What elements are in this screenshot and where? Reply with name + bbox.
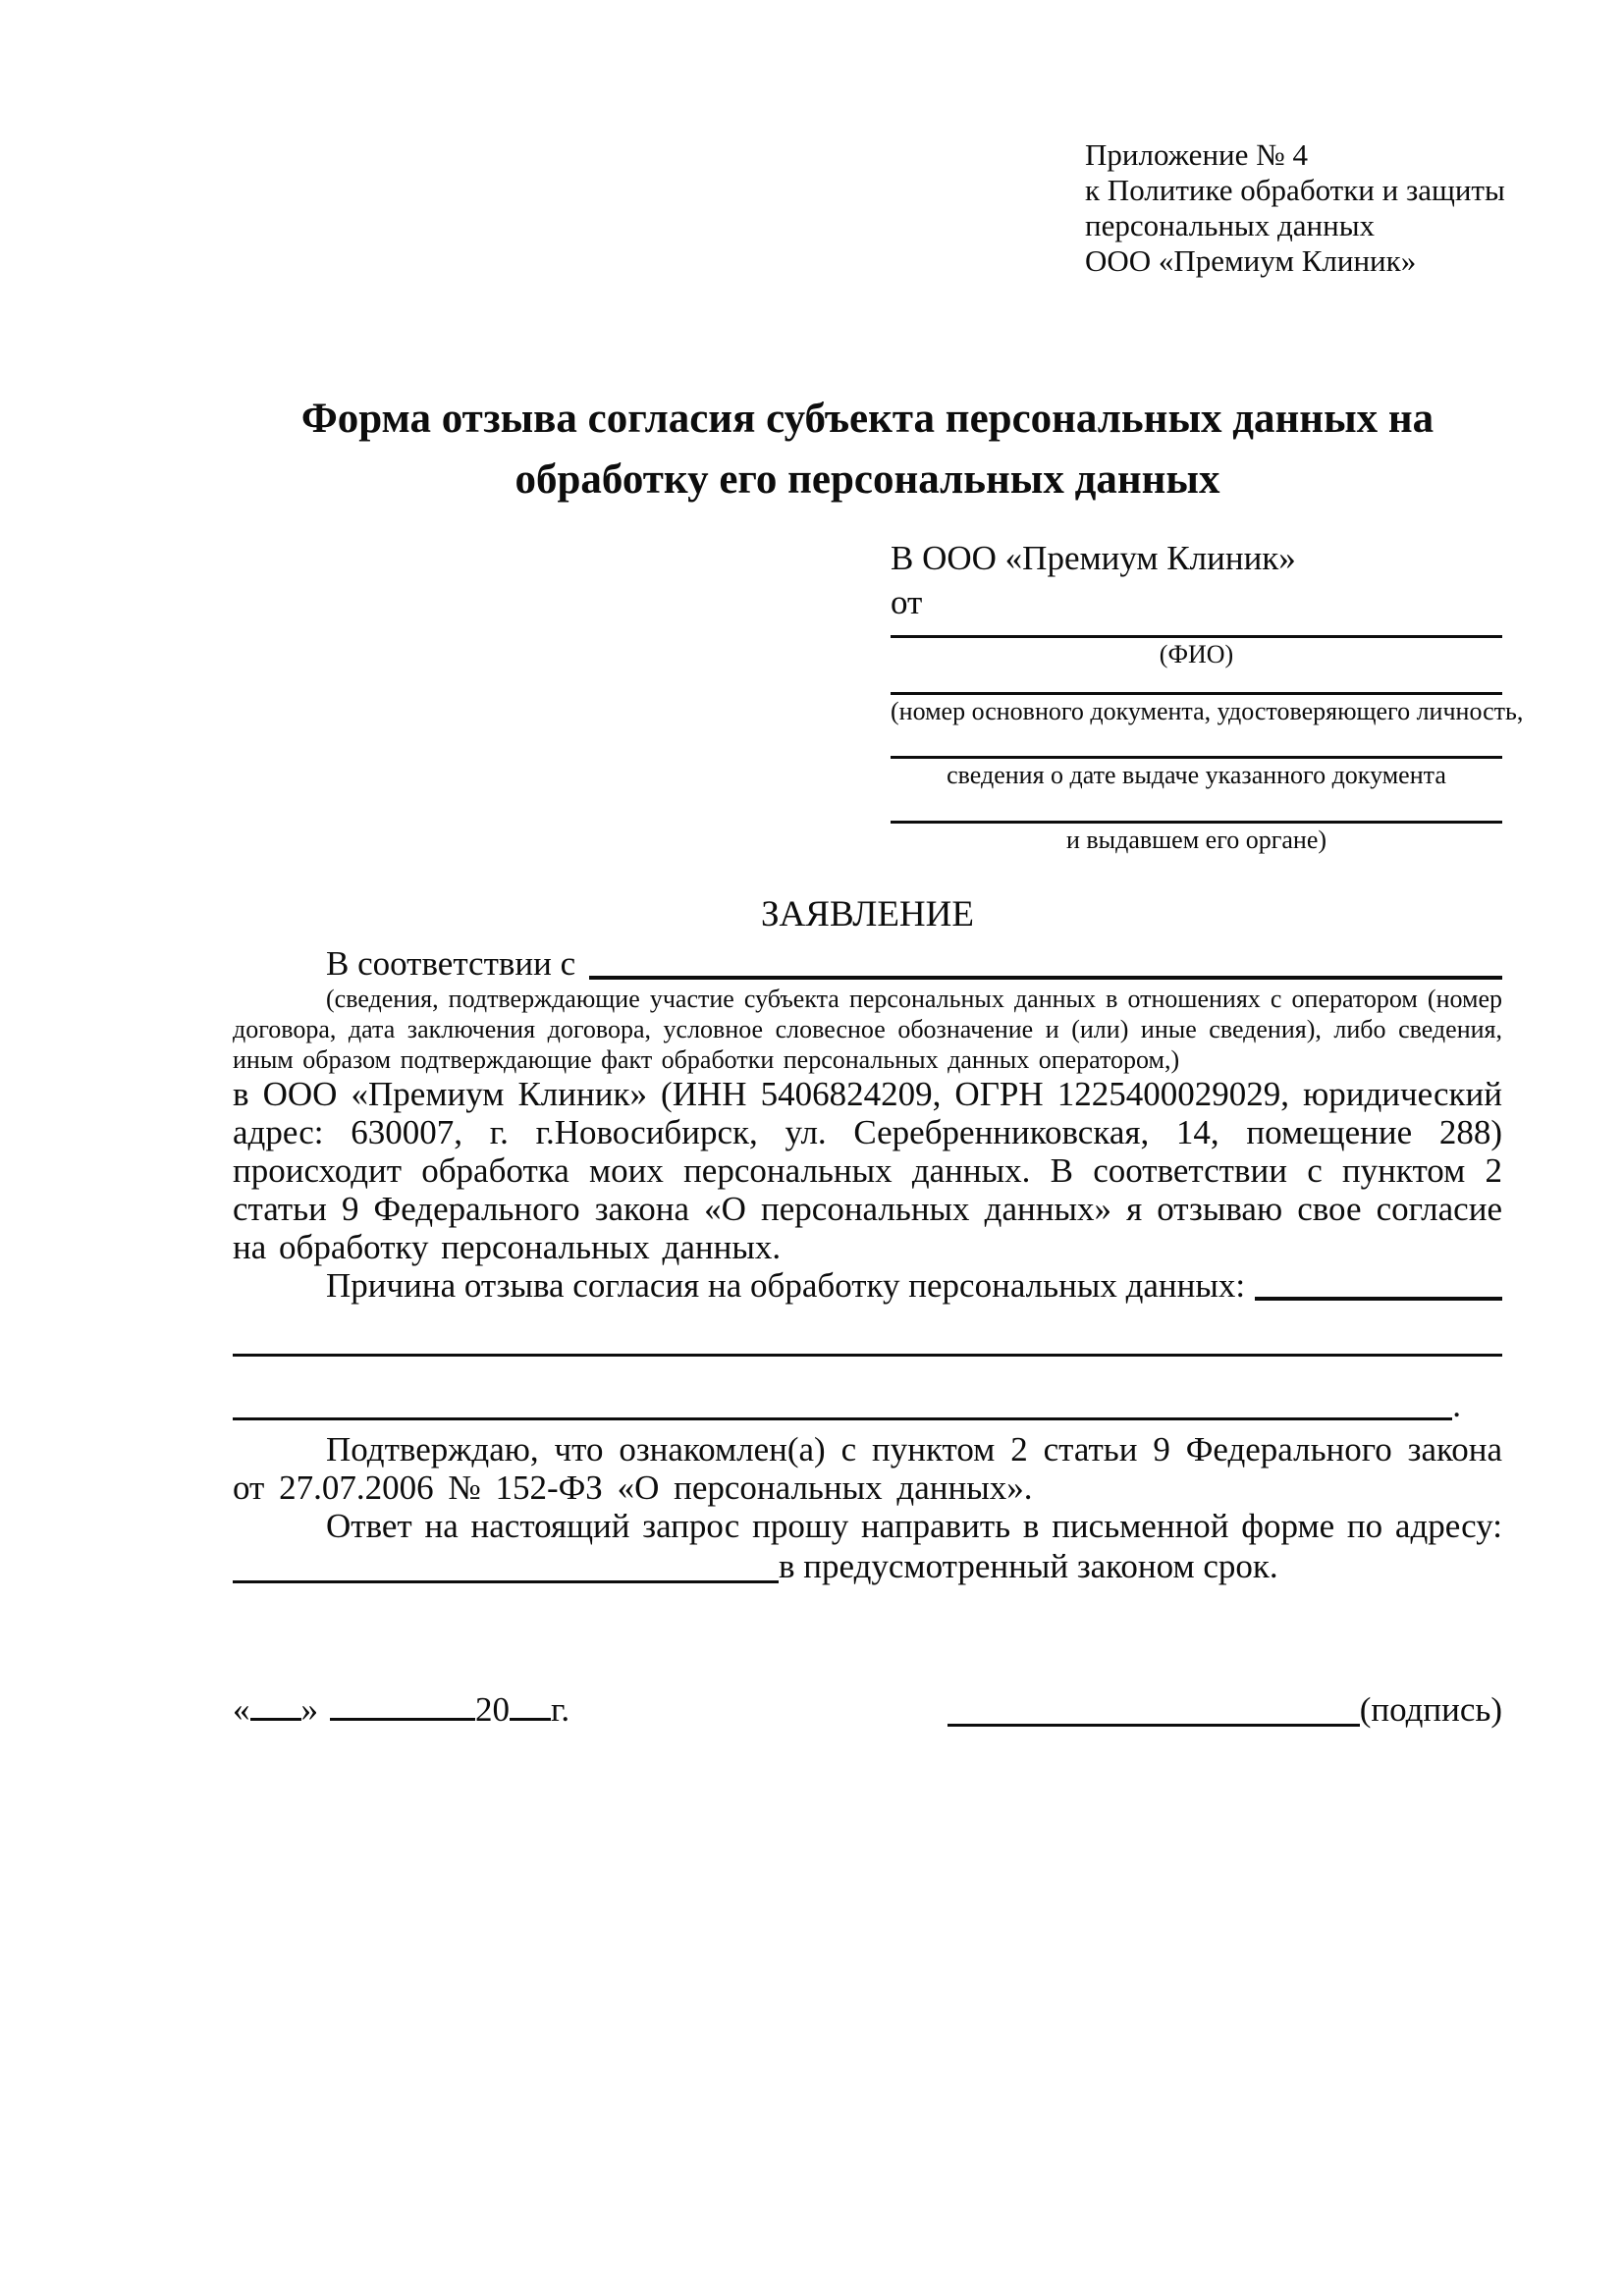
issue-date-caption: сведения о дате выдаче указанного документа <box>947 761 1446 789</box>
signature-field <box>947 1689 1502 1731</box>
reason-blank-line-3-row <box>233 1386 1502 1424</box>
reason-blank-line <box>1255 1297 1502 1301</box>
reason-label: Причина отзыва согласия на обработку персональных данных: <box>326 1266 1246 1305</box>
appendix-note <box>1085 137 1505 279</box>
date-quote-close: » <box>300 1690 318 1729</box>
appendix-note-line: Приложение № 4 <box>1085 137 1308 172</box>
recipient-from-label: от <box>891 583 923 621</box>
appendix-note-line: ООО «Премиум Клиник» <box>1085 243 1417 278</box>
date-year-blank <box>510 1713 551 1721</box>
basis-blank-line <box>589 976 1502 980</box>
recipient-block <box>891 536 1524 856</box>
body-paragraph: в ООО «Премиум Клиник» (ИНН 5406824209, ОГРН 1225400029029, юридический адрес: 630007, г. г.Новосибирск, ул. Серебренниковская, 14, помещение 288) происходит обработка моих персональных данных. В соответствии с пунктом 2 статьи 9 Федерального закона «О персональных данных» я отзываю свое согласие на обработку персональных данных. <box>233 1075 1502 1266</box>
signature-caption: (подпись) <box>1359 1690 1502 1729</box>
reply-address-blank-line <box>233 1580 779 1583</box>
date-quote-open: « <box>233 1690 250 1729</box>
document-number-blank-line <box>891 670 1502 695</box>
basis-row <box>233 944 1502 984</box>
reason-blank-line-2 <box>233 1354 1502 1357</box>
document-number-caption: (номер основного документа, удостоверяющего личность, <box>891 697 1524 725</box>
basis-label: В соответствии с <box>326 944 576 983</box>
date-month-blank <box>330 1713 475 1721</box>
confirmation-paragraph: Подтверждаю, что ознакомлен(а) с пунктом 2 статьи 9 Федерального закона от 27.07.2006 № 152-ФЗ «О персональных данных». <box>233 1430 1502 1507</box>
reply-tail: в предусмотренный законом срок. <box>779 1547 1278 1585</box>
statement-heading: ЗАЯВЛЕНИЕ <box>761 894 974 934</box>
footer-row <box>233 1689 1502 1731</box>
signature-blank-line <box>947 1724 1360 1727</box>
reason-row <box>233 1266 1502 1305</box>
reply-address-row <box>233 1546 1502 1587</box>
fio-caption: (ФИО) <box>1159 640 1234 668</box>
reason-blank-line-3 <box>233 1417 1452 1420</box>
issue-date-blank-line <box>891 727 1502 759</box>
date-day-blank <box>250 1713 301 1721</box>
basis-note: (сведения, подтверждающие участие субъекта персональных данных в отношениях с оператором (номер договора, дата заключения договора, условное словесное обозначение и (или) иные сведения), либо сведения, иным образом подтверждающие факт обработки персональных данных оператором,) <box>233 985 1502 1074</box>
appendix-note-line: персональных данных <box>1085 208 1376 242</box>
date-field <box>233 1689 569 1731</box>
appendix-note-line: к Политике обработки и защиты <box>1085 173 1505 207</box>
issuer-caption: и выдавшем его органе) <box>1065 826 1327 854</box>
issuer-blank-line <box>891 791 1502 824</box>
date-year-prefix: 20 <box>475 1690 510 1729</box>
recipient-to: В ООО «Премиум Клиник» <box>891 539 1296 577</box>
reason-terminator: . <box>1452 1386 1461 1424</box>
fio-blank-line <box>891 624 1502 638</box>
reply-request-paragraph: Ответ на настоящий запрос прошу направить в письменной форме по адресу: <box>326 1507 1502 1545</box>
date-year-suffix: г. <box>551 1690 570 1729</box>
document-title: Форма отзыва согласия субъекта персональных данных на обработку его персональных данных <box>300 396 1435 503</box>
